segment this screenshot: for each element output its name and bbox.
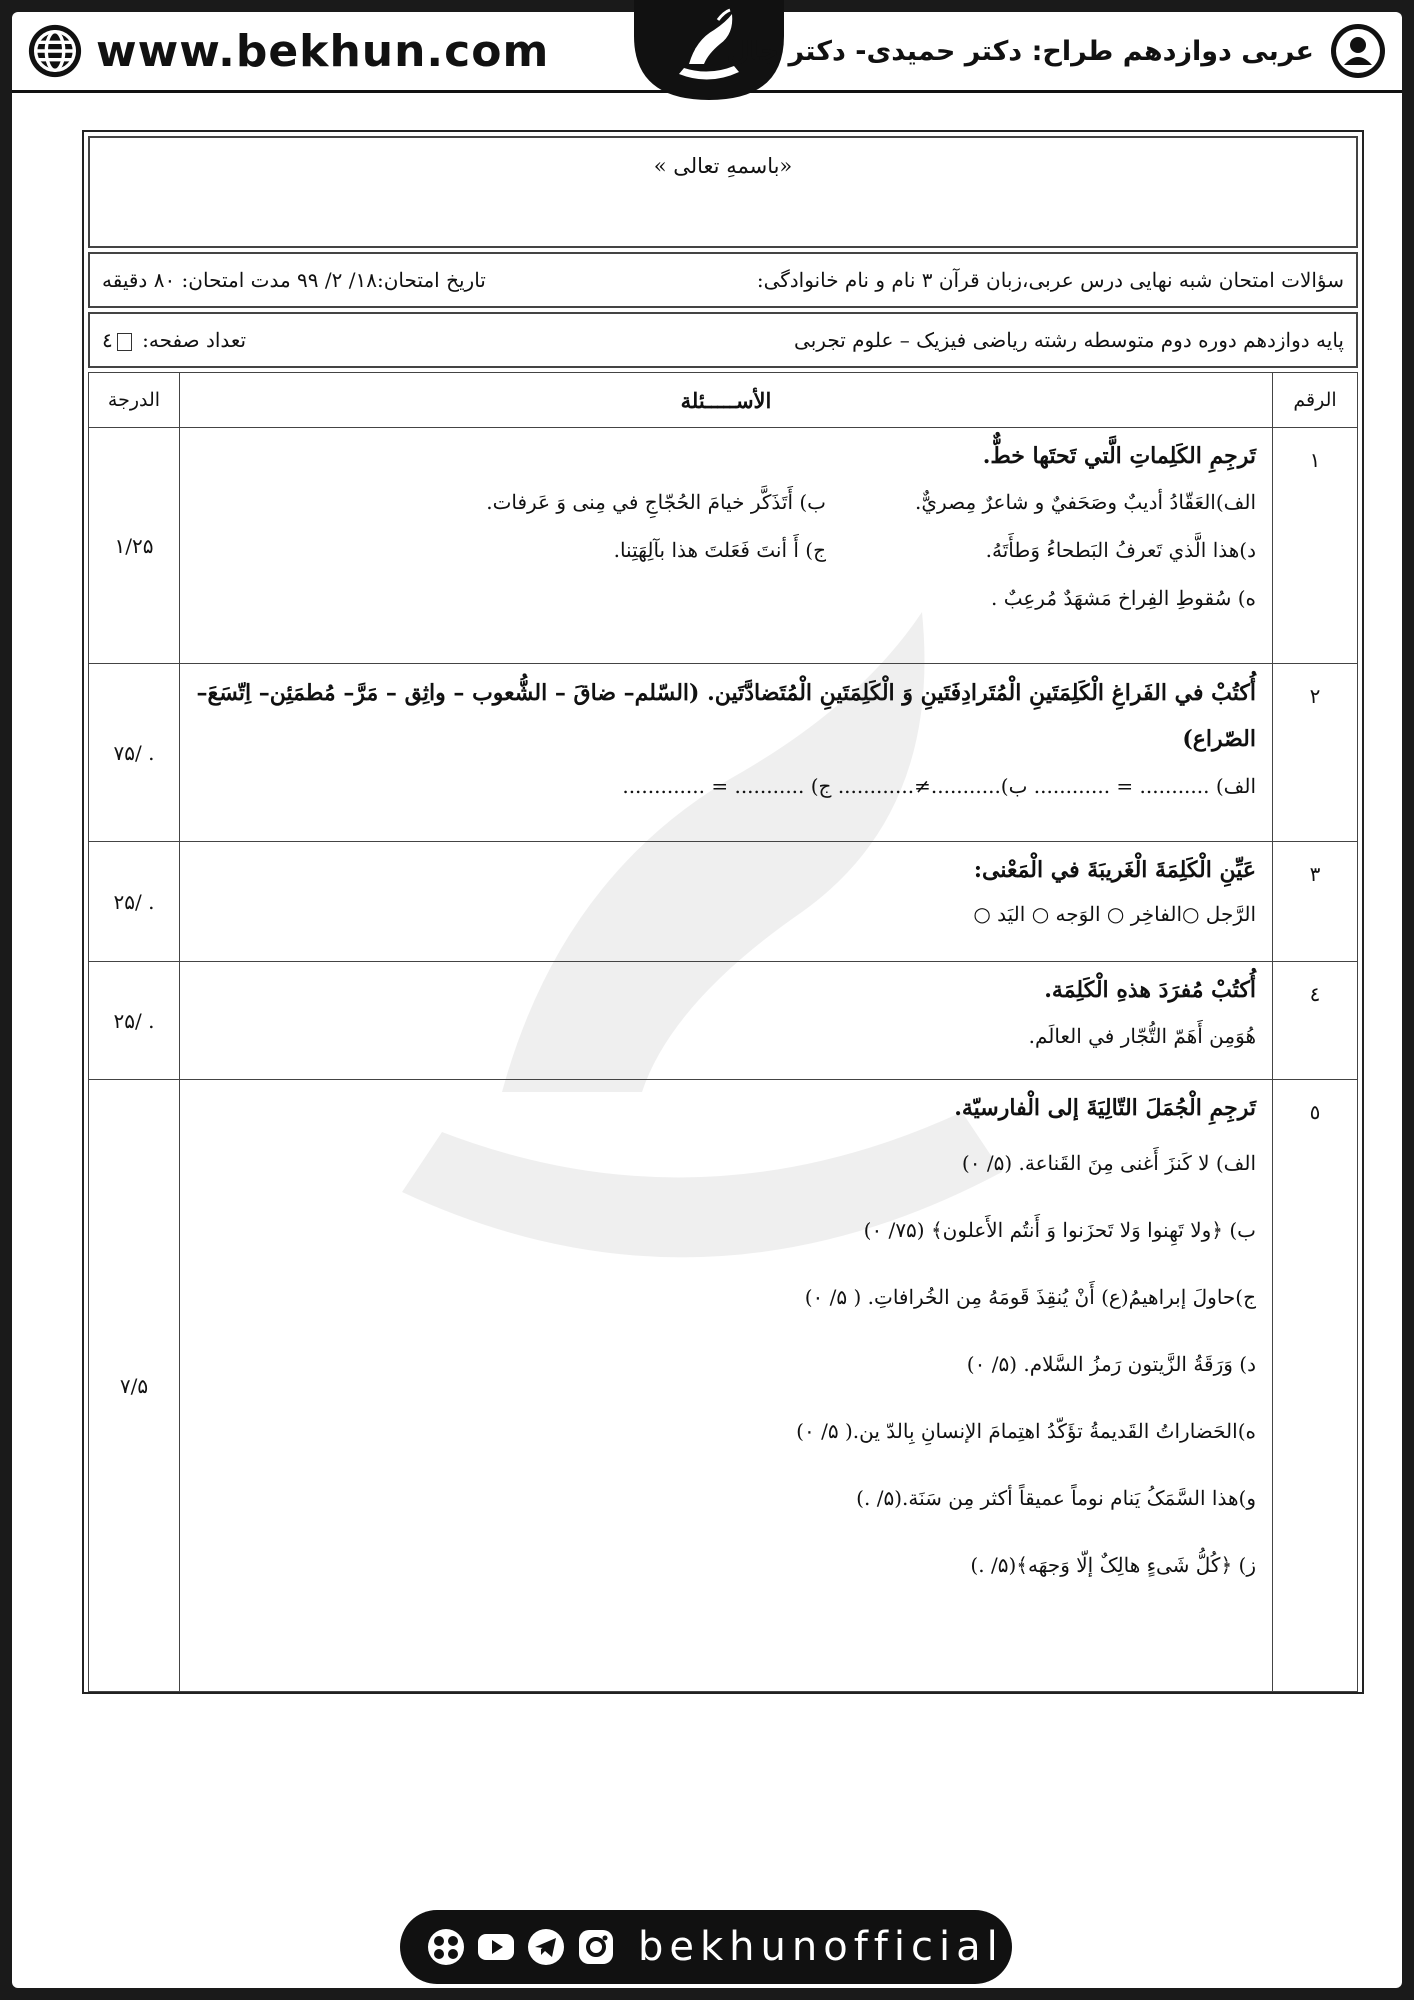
website-url: www.bekhun.com	[96, 25, 550, 77]
question-body	[180, 664, 1273, 842]
bismillah-box	[88, 136, 1358, 248]
date-duration: تاریخ امتحان:۱۸/ ۲/ ۹۹ مدت امتحان: ۸۰ دقیقه	[102, 268, 486, 292]
instagram-icon[interactable]	[576, 1927, 616, 1967]
question-sentence: هُوَمِن أَهَمّ التُّجّار في العالَم.	[1028, 1024, 1256, 1048]
question-body	[180, 1080, 1273, 1692]
sentence-item: د) وَرَقَةُ الزَّيتون رَمزُ السَّلام. (۵/ ۰)	[966, 1352, 1256, 1376]
youtube-icon[interactable]	[476, 1927, 516, 1967]
website-link[interactable]	[26, 18, 549, 84]
question-row-3	[89, 842, 1358, 962]
col-grade-header: الدرجة	[89, 373, 180, 428]
question-title: أُكتُبْ مُفرَدَ هذهِ الْكَلِمَة.	[1044, 977, 1256, 1003]
globe-icon	[26, 22, 84, 80]
question-grade: ۷/۵	[89, 1080, 180, 1692]
social-footer	[400, 1910, 1012, 1984]
page-count-group	[102, 328, 246, 352]
question-title: تَرجِمِ الكَلِماتِ الَّتي تَحتَها خطٌّ.	[982, 443, 1256, 469]
social-handle[interactable]: bekhunofficial	[638, 1924, 1004, 1970]
question-grade: ۷۵/ .	[89, 664, 180, 842]
header-title: عربی دوازدهم طراح: دکتر حمیدی- دکتر جال	[726, 35, 1314, 67]
questions-table	[88, 372, 1358, 1692]
question-line	[196, 478, 1256, 526]
question-body	[180, 428, 1273, 664]
col-number-header: الرقم	[1273, 373, 1358, 428]
question-grade: ۲۵/ .	[89, 962, 180, 1080]
answer-options: الرَّجل ○الفاخِر ○ الوَجه ○ اليَد ○	[973, 902, 1256, 926]
sentence-item: و)هذا السَّمَکُ يَنام نوماً عميقاً أكثر مِن سَنَة.(۵/ .)	[856, 1486, 1256, 1510]
item-text: ب) أَتَذَكَّر خيامَ الحُجّاجِ في مِنى وَ عَرفات.	[486, 490, 826, 514]
sentence-item: ج)حاولَ إبراهيمُ(ع) أَنْ يُنقِذَ قَومَهُ مِن الخُرافاتِ. ( ۵/ ۰)	[804, 1285, 1256, 1309]
question-number: ٤	[1273, 962, 1358, 1080]
header-title-group	[726, 20, 1388, 82]
question-number: ٣	[1273, 842, 1358, 962]
exam-sheet	[82, 130, 1364, 1694]
subject-line: سؤالات امتحان شبه نهایی درس عربی،زبان قرآن ۳ نام و نام خانوادگی:	[756, 268, 1344, 292]
question-number: ٢	[1273, 664, 1358, 842]
bismillah-text: «باسمهِ تعالی »	[653, 154, 793, 178]
page-count: ٤	[102, 328, 113, 352]
sentence-item: ز) ﴿كُلُّ شَیءٍ هالِکٌ إلّا وَجهَه﴾(۵/ .)	[970, 1553, 1256, 1577]
question-row-1	[89, 428, 1358, 664]
checkbox-icon	[117, 333, 132, 351]
telegram-icon[interactable]	[526, 1927, 566, 1967]
item-text: ج) أَ أنتَ فَعَلتَ هذا بآلِهَتِنا.	[613, 538, 826, 562]
question-number: ٥	[1273, 1080, 1358, 1692]
sentence-item: ب) ﴿ولا تَهِنوا وَلا تَحزَنوا وَ أَنتُم الأَعلون﴾ (۷۵/ ۰)	[863, 1218, 1256, 1242]
exam-info-row	[88, 252, 1358, 308]
aparat-icon[interactable]	[426, 1927, 466, 1967]
question-title: أُكتُبْ في الفَراغِ الْكَلِمَتَينِ الْمُتَرادِفَتَينِ وَ الْكَلِمَتَينِ الْمُتَضادَّتَين. (السّلم– ضاقَ – الشُّعوب – واثِق – مَرَّ– مُطمَئِن– اِتّسَعَ– الصّراع)	[196, 680, 1256, 752]
exam-page	[12, 12, 1402, 1988]
question-grade: ۱/۲۵	[89, 428, 180, 664]
question-row-4	[89, 962, 1358, 1080]
page-count-label: تعداد صفحه:	[142, 328, 247, 352]
question-body	[180, 842, 1273, 962]
question-number: ١	[1273, 428, 1358, 664]
page-header	[12, 12, 1402, 93]
table-header-row	[89, 373, 1358, 428]
question-title: عَيِّنِ الْكَلِمَةَ الْغَريبَةَ في الْمَعْنى:	[973, 857, 1256, 883]
sentence-item: ه)الحَضاراتُ القَديمةُ تؤَكّدُ اهتِمامَ الإنسانِ بِالدّ ين.( ۵/ ۰)	[796, 1419, 1256, 1443]
col-questions-header: الأســـــئلة	[180, 373, 1273, 428]
item-text: د)هذا الَّذي تَعرفُ البَطحاءُ وَطأَتَهُ.	[985, 538, 1256, 562]
question-line	[196, 526, 1256, 574]
question-title: تَرجِمِ الْجُمَلَ التّالِيَةَ إلى الْفارسيّة.	[954, 1095, 1256, 1121]
user-icon	[1328, 21, 1388, 81]
grade-line: پایه دوازدهم دوره دوم متوسطه رشته ریاضی فیزیک – علوم تجربی	[794, 328, 1344, 352]
answer-blanks: الف) ........... = ............ ب)...........≠............ ج) ........... = .............	[622, 774, 1256, 798]
grade-info-row	[88, 312, 1358, 368]
item-text: ه) سُقوطِ الفِراخ مَشهَدٌ مُرعِبٌ .	[991, 586, 1256, 610]
sentence-item: الف) لا كَنزَ أَغنى مِنَ القَناعة. (۵/ ۰)	[961, 1151, 1256, 1175]
question-body	[180, 962, 1273, 1080]
question-row-2	[89, 664, 1358, 842]
item-text: الف)العَقّادُ أديبٌ وصَحَفيٌ و شاعرٌ مِصريٌّ.	[915, 490, 1256, 514]
question-grade: ۲۵/ .	[89, 842, 180, 962]
question-row-5	[89, 1080, 1358, 1692]
